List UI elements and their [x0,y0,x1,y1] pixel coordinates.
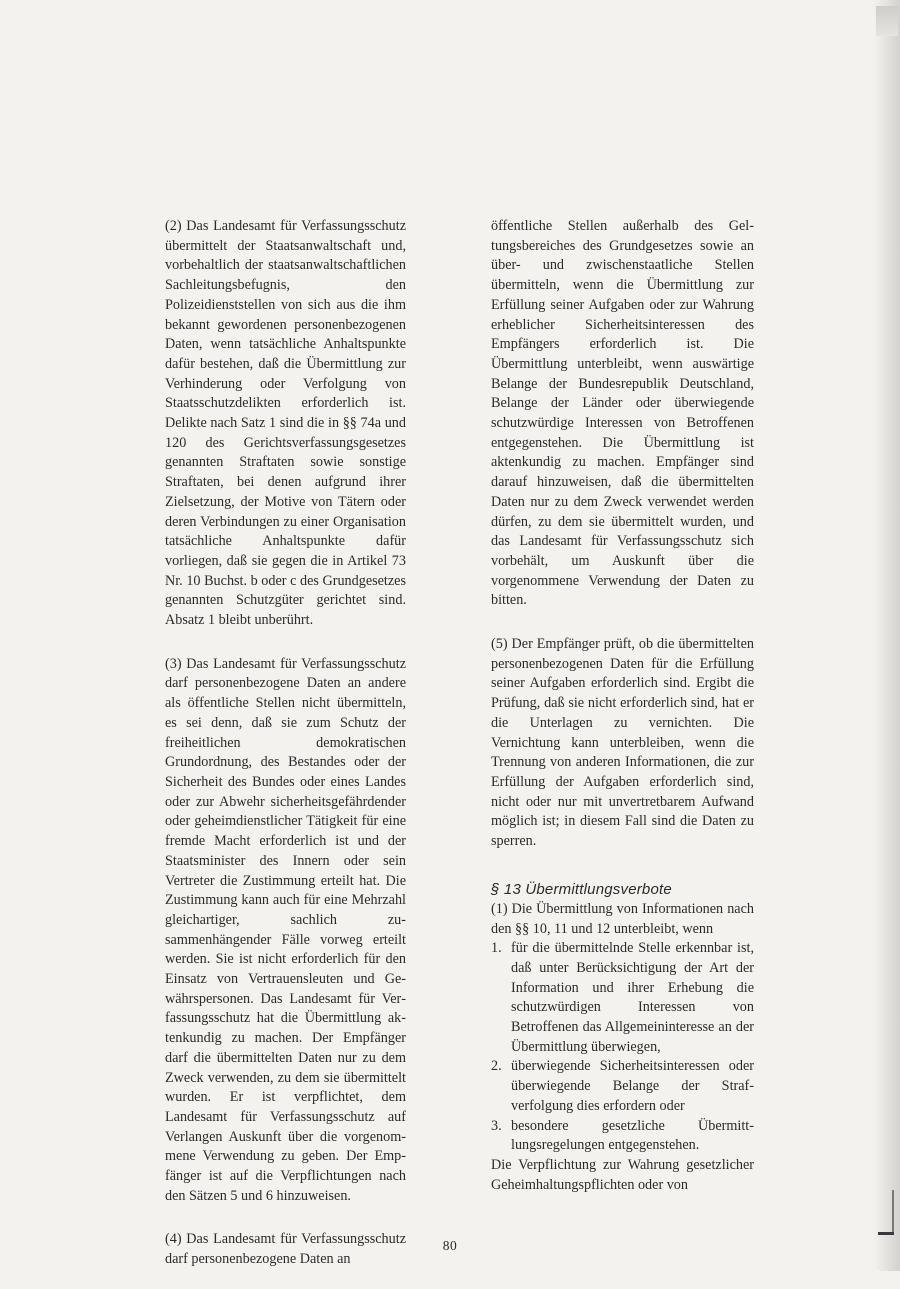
list-item-number: 2. [491,1058,502,1075]
paragraph-3: (3) Das Landesamt für Verfassungsschutz darf personenbezogene Daten an andere als öffentliche Stellen nicht übermitteln, es sei denn, daß sie zum Schutz der freiheitlichen demokratischen Grundordnung, des Bestandes oder der Sicherheit des Bundes oder eines Landes oder zur Abwehr sicherheitsgefährdender oder geheimdienstlicher Tätigkeit für eine fremde Macht erforderlich ist und der Staatsminister des Innern oder sein Vertreter die Zustimmung erteilt hat. Die Zustimmung kann auch für eine Mehrzahl gleichartiger, sachlich zusammenhängender Fälle vorweg erteilt werden. Sie ist nicht erforderlich für den Einsatz von Vertrauensleuten und Gewährspersonen. Das Landesamt für Verfassungsschutz hat die Übermittlung aktenkundig zu machen. Der Empfänger darf die übermittelten Daten nur zu dem Zweck verwenden, zu dem sie übermittelt wurden. Er ist verpflichtet, dem Landesamt für Verfassungsschutz auf Verlangen Auskunft über die vorgenommene Verwendung zu geben. Der Empfänger ist auf die Verpflichtungen nach den Sätzen 5 und 6 hinzuweisen. [165,655,406,1204]
list-item-text: besondere gesetzliche Übermittlungsregelungen entgegenstehen. [511,1117,754,1154]
right-column [491,217,754,1195]
list-item-number: 1. [491,940,502,957]
section-13-closing-text: Die Verpflichtung zur Wahrung gesetzlicher Geheimhaltungspflichten oder von [491,1156,754,1193]
section-13-heading: § 13 Übermittlungsverbote [491,880,672,898]
paragraph-2: (2) Das Landesamt für Verfassungsschutz übermittelt der Staatsanwaltschaft und, vorbehaltlich der staatsanwaltschaftlichen Sachleitungsbefugnis, den Polizeidienststellen von sich aus die ihm bekannt gewordenen personenbezogenen Daten, wenn tatsächliche Anhaltspunkte dafür bestehen, daß die Übermittlung zur Verhinderung oder Verfolgung von Staatsschutzdelikten erforderlich ist. Delikte nach Satz 1 sind die in §§ 74a und 120 des Gerichtsverfassungsgesetzes genannten Straftaten sowie sonstige Straftaten, bei denen aufgrund ihrer Zielsetzung, der Motive von Tätern oder deren Verbindungen zu einer Organisation tatsächliche Anhaltspunkte dafür vorliegen, daß sie gegen die in Artikel 73 Nr. 10 Buchst. b oder c des Grundgesetzes genannten Schutzgüter gerichtet sind. Absatz 1 bleibt unberührt. [165,218,406,629]
list-item [491,939,754,1057]
paragraph-5: (5) Der Empfänger prüft, ob die übermittelten personenbezogenen Daten für die Erfüllung seiner Aufgaben erforderlich sind. Ergibt die Prüfung, daß sie nicht erforderlich sind, hat er die Unterlagen zu vernichten. Die Vernichtung kann unterbleiben, wenn die Trennung von anderen Informationen, die zur Erfüllung der Aufgaben erforderlich sind, nicht oder nur mit unvertretbarem Aufwand möglich ist; in diesem Fall sind die Daten zu sperren. [491,636,754,850]
left-column [165,217,406,1289]
scan-edge-tick [878,1232,894,1235]
scan-edge-mark [876,6,898,36]
section-13-intro: (1) Die Übermittlung von Informationen nach den §§ 10, 11 und 12 unterbleibt, wenn [491,900,754,937]
list-item [491,1117,754,1156]
list-item-text: für die übermittelnde Stelle erkennbar ist, daß unter Berücksichtigung der Art der Information und ihrer Erhebung die schutzwürdigen Interessen von Betroffenen das Allgemeininteresse an der Übermittlung überwiegen, [511,940,754,1055]
list-item-text: überwiegende Sicherheitsinteressen oder überwiegende Belange der Strafverfolgung dies erfordern oder [511,1058,754,1114]
page-number: 80 [442,1238,458,1253]
list-item-number: 3. [491,1117,502,1134]
scan-edge-shadow [874,0,900,1271]
scan-edge-line [892,1190,894,1234]
section-13-list [491,939,754,1156]
paragraph-4-start: (4) Das Landesamt für Verfassungsschutz darf personenbezogene Daten an [165,1231,406,1268]
paragraph-4-continued: öffentliche Stellen außerhalb des Geltungsbereiches des Grundgesetzes sowie an über- und zwischenstaatliche Stellen übermitteln, wenn die Übermittlung zur Erfüllung seiner Aufgaben oder zur Wahrung erheblicher Sicherheitsinteressen des Empfängers erforderlich ist. Die Übermittlung unterbleibt, wenn auswärtige Belange der Bundesrepublik Deutschland, Belange der Länder oder überwiegende schutzwürdige Interessen von Betroffenen entgegenstehen. Die Übermittlung ist aktenkundig zu machen. Empfänger sind darauf hinzuweisen, daß die übermittelten Daten nur zu dem Zweck verwendet werden dürfen, zu dem sie übermittelt wurden, und das Landesamt für Verfassungsschutz sich vorbehält, um Auskunft über die vorgenommene Verwendung der Daten zu bitten. [491,218,754,609]
list-item [491,1057,754,1116]
